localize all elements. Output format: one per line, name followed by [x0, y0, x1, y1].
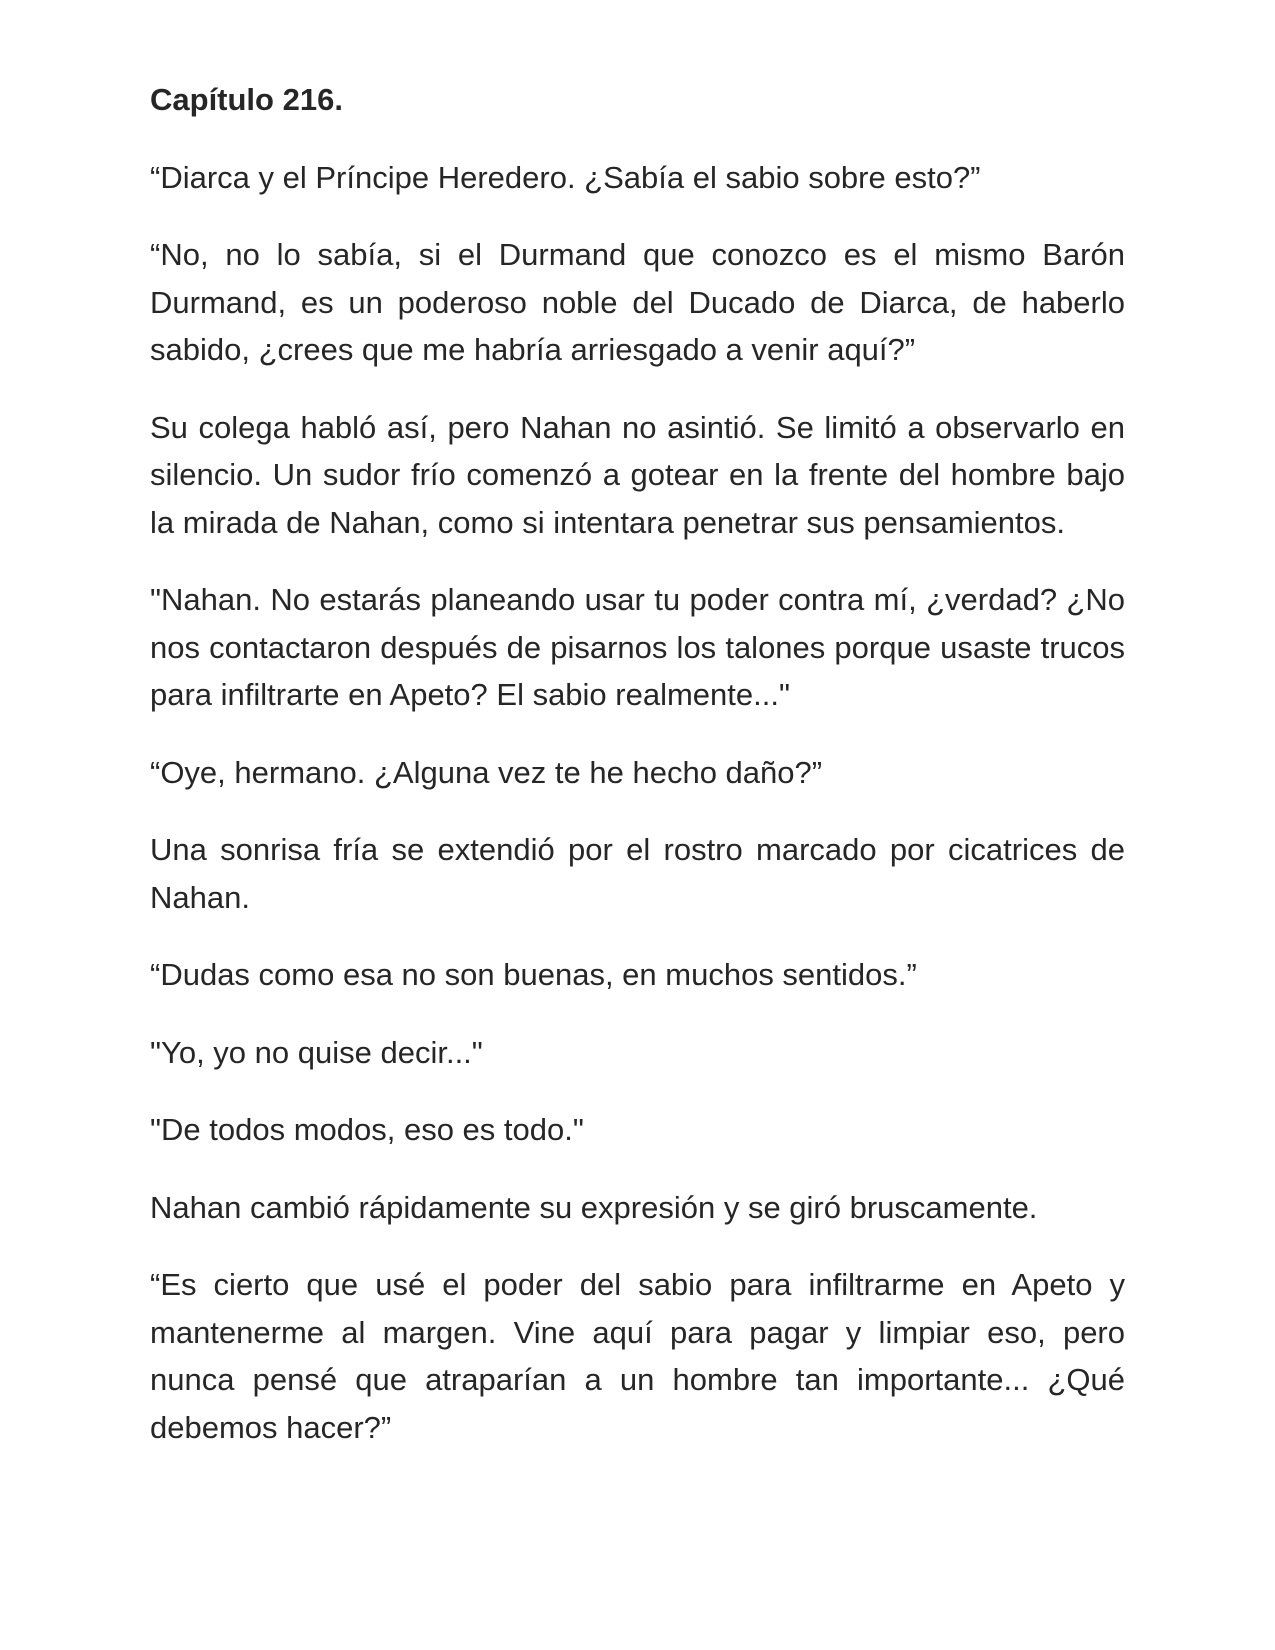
paragraph: “No, no lo sabía, si el Durmand que conozco es el mismo Barón Durmand, es un poderoso noble del Ducado de Diarca, de haberlo sabido, ¿crees que me habría arriesgado a venir aquí?”	[150, 237, 1125, 367]
paragraph: “Dudas como esa no son buenas, en muchos sentidos.”	[150, 957, 917, 992]
paragraph: "Nahan. No estarás planeando usar tu poder contra mí, ¿verdad? ¿No nos contactaron después de pisarnos los talones porque usaste trucos para infiltrarte en Apeto? El sabio realmente..."	[150, 582, 1125, 712]
paragraph: Su colega habló así, pero Nahan no asintió. Se limitó a observarlo en silencio. Un sudor frío comenzó a gotear en la frente del hombre bajo la mirada de Nahan, como si intentara penetrar sus pensamientos.	[150, 409, 1125, 540]
document-page	[150, 76, 1125, 1481]
paragraph: Una sonrisa fría se extendió por el rostro marcado por cicatrices de Nahan.	[150, 832, 1125, 915]
paragraph: “Es cierto que usé el poder del sabio para infiltrarme en Apeto y mantenerme al margen. Vine aquí para pagar y limpiar eso, pero nunca pensé que atraparían a un hombre tan importante... ¿Qué debemos hacer?”	[150, 1267, 1125, 1445]
paragraph: "De todos modos, eso es todo."	[150, 1112, 584, 1147]
chapter-title: Capítulo 216.	[150, 82, 343, 117]
paragraph: “Diarca y el Príncipe Heredero. ¿Sabía el sabio sobre esto?”	[150, 159, 981, 195]
paragraph: “Oye, hermano. ¿Alguna vez te he hecho daño?”	[150, 754, 823, 790]
paragraph: "Yo, yo no quise decir..."	[150, 1034, 483, 1070]
paragraph: Nahan cambió rápidamente su expresión y se giró bruscamente.	[150, 1189, 1038, 1225]
